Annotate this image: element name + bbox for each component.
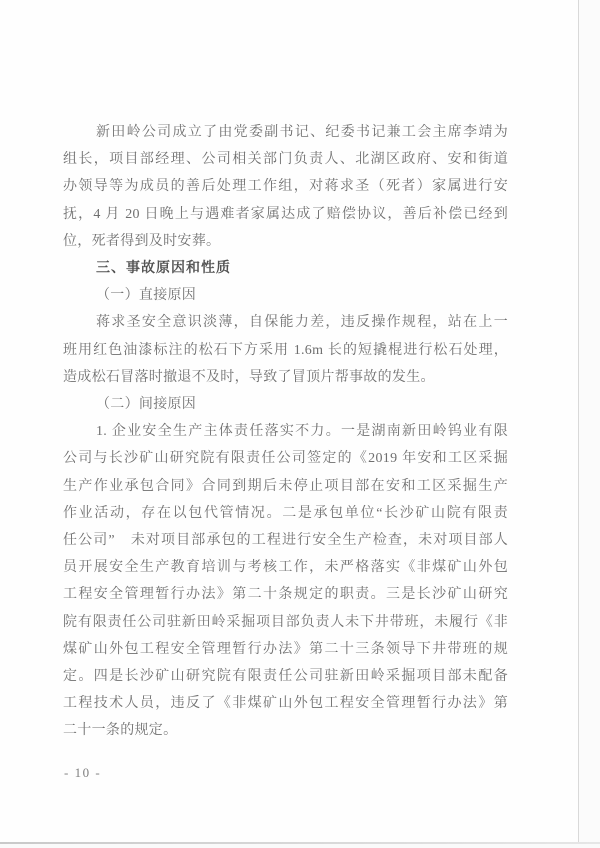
paragraph-line: 院有限责任公司驻新田岭采掘项目部负责人未下井带班，未履行《非: [63, 614, 508, 630]
paragraph-line: 工程技术人员，违反了《非煤矿山外包工程安全管理暂行办法》第: [63, 696, 508, 712]
paragraph-line: 作业活动，存在以包代管情况。二是承包单位“长沙矿山院有限责: [63, 505, 508, 521]
paragraph-line: 工程安全管理暂行办法》第二十条规定的职责。三是长沙矿山研究: [63, 587, 508, 603]
subsection-heading: （二）间接原因: [96, 397, 197, 413]
paragraph-line: 办领导等为成员的善后处理工作组，对蒋求圣（死者）家属进行安: [63, 179, 508, 195]
paper-bottom-edge: [0, 842, 600, 844]
paragraph-line: 班用红色油漆标注的松石下方采用 1.6m 长的短撬棍进行松石处理，: [63, 342, 508, 358]
paragraph-line: 蒋求圣安全意识淡薄，自保能力差，违反操作规程，站在上一: [96, 315, 508, 331]
paragraph-line: 生产作业承包合同》合同到期后未停止项目部在安和工区采掘生产: [63, 478, 508, 494]
paper-right-edge: [578, 0, 579, 843]
paragraph-line: 二十一条的规定。: [63, 723, 178, 739]
scan-margin-bottom: [0, 844, 600, 848]
paragraph-line: 定。四是长沙矿山研究院有限责任公司驻新田岭采掘项目部未配备: [63, 669, 508, 685]
paragraph-line: 抚，4 月 20 日晚上与遇难者家属达成了赔偿协议，善后补偿已经到: [63, 206, 508, 222]
paragraph-line: 新田岭公司成立了由党委副书记、纪委书记兼工会主席李靖为: [96, 125, 508, 140]
page-number: - 10 -: [64, 765, 102, 780]
document-body: [63, 119, 508, 745]
paragraph-line: 员开展安全生产教育培训与考核工作，未严格落实《非煤矿山外包: [63, 560, 508, 576]
section-heading: 三、事故原因和性质: [96, 261, 231, 277]
paragraph-line: 煤矿山外包工程安全管理暂行办法》第二十三条领导下井带班的规: [63, 641, 508, 657]
subsection-heading: （一）直接原因: [96, 288, 197, 304]
paragraph-line: 任公司” 未对项目部承包的工程进行安全生产检查，未对项目部人: [63, 533, 508, 549]
paragraph-line: 造成松石冒落时撤退不及时，导致了冒顶片帮事故的发生。: [63, 369, 435, 385]
paragraph-line: 公司与长沙矿山研究院有限责任公司签定的《2019 年安和工区采掘: [63, 451, 508, 467]
paragraph-line: 1. 企业安全生产主体责任落实不力。一是湖南新田岭钨业有限: [96, 424, 508, 440]
paragraph-line: 组长，项目部经理、公司相关部门负责人、北湖区政府、安和街道: [63, 152, 508, 168]
paragraph-line: 位，死者得到及时安葬。: [63, 233, 221, 249]
scan-margin-right: [579, 0, 600, 848]
